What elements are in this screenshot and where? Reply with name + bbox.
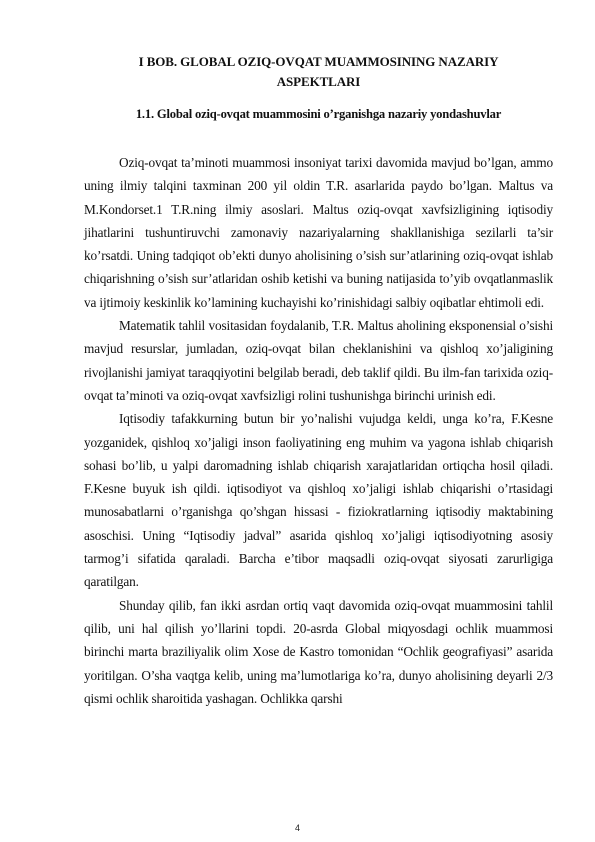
paragraph-1: Oziq-ovqat ta’minoti muammosi insoniyat tarixi davomida mavjud bo’lgan, ammo uning ilmiy talqini taxminan 200 yil oldin T.R. asarlarida paydo bo’lgan. Maltus va M.Kondorset.1 T.R.ning ilmiy asoslari. Maltus oziq-ovqat xavfsizligining iqtisodiy jihatlarini tushuntiruvchi zamonaviy nazariyalarning shakllanishiga sezilarli ta’sir ko’rsatdi. Uning tadqiqot ob’ekti dunyo aholisining o’sish sur’atlarining oziq-ovqat ishlab chiqarishning o’sish sur’atlaridan oshib ketishi va buning natijasida to’yib ovqatlanmaslik va ijtimoiy keskinlik ko’lamining kuchayishi ko’rinishidagi salbiy oqibatlar ehtimoli edi. [84, 155, 553, 310]
chapter-title-line-1: I BOB. GLOBAL OZIQ-OVQAT MUAMMOSINING NAZARIY [138, 54, 499, 69]
paragraph-4: Shunday qilib, fan ikki asrdan ortiq vaqt davomida oziq-ovqat muammosini tahlil qilib, uni hal qilish yo’llarini topdi. 20-asrda Global miqyosdagi ochlik muammosi birinchi marta braziliyalik olim Xose de Kastro tomonidan “Ochlik geografiyasi” asarida yoritilgan. O’sha vaqtga kelib, uning ma’lumotlariga ko’ra, dunyo aholisining deyarli 2/3 qismi ochlik sharoitida yashagan. Ochlikka qarshi [84, 597, 553, 706]
chapter-title-line-2: ASPEKTLARI [276, 74, 361, 89]
section-title: 1.1. Global oziq-ovqat muammosini o’rganishga nazariy yondashuvlar [135, 107, 502, 121]
chapter-title [84, 52, 553, 92]
paragraph-3: Iqtisodiy tafakkurning butun bir yo’nalishi vujudga keldi, unga ko’ra, F.Kesne yozganidek, qishloq xo’jaligi inson faoliyatining eng muhim va yagona ishlab chiqarish sohasi bo’lib, u yalpi daromadning ishlab chiqarish xarajatlaridan ortiqcha hosil qiladi. F.Kesne buyuk ish qildi. iqtisodiyot va qishloq xo’jaligi ishlab chiqarishi o’rtasidagi munosabatlarni o’rganishga qo’shgan hissasi - fiziokratlarning iqtisodiy maktabining asoschisi. Uning “Iqtisodiy jadval” asarida qishloq xo’jaligi iqtisodiyotning asosiy tarmog’i sifatida qaraladi. Barcha e’tibor maqsadli oziq-ovqat siyosati zarurligiga qaratilgan. [84, 411, 553, 590]
paragraph-2: Matematik tahlil vositasidan foydalanib, T.R. Maltus aholining eksponensial o’sishi mavjud resurslar, jumladan, oziq-ovqat bilan cheklanishini va qishloq xo’jaligining rivojlanishi jamiyat taraqqiyotini belgilab beradi, deb taklif qildi. Bu ilm-fan tarixida oziq-ovqat ta’minoti va oziq-ovqat xavfsizligi rolini tushunishga birinchi urinish edi. [84, 318, 553, 403]
body-text [84, 151, 553, 710]
page-number: 4 [294, 823, 300, 833]
